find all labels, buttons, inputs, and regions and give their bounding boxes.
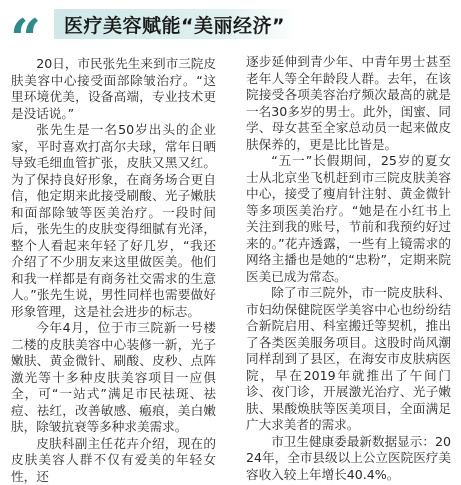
article-paragraph: 张先生是一名50岁出头的企业家，平时喜欢打高尔夫球，常年日晒导致毛细血管扩张，皮肤又黑又红。为了保持良好形象，在商务场合更自信，他定期来此接受刷酸、光子嫩肤和面部除皱等医美治疗。一段时间后，张先生的皮肤变得细腻有光泽，整个人看起来年轻了好几岁，“我还介绍了不少朋友来这里做医美。他们和我一样都是有商务社交需求的生意人。”张先生说，男性同样也需要做好形象管理，这是社会进步的标志。 xyxy=(11,122,216,320)
article-paragraph: 皮肤科副主任花卉介绍，现在的皮肤美容人群不仅有爱美的年轻女性，还 xyxy=(11,436,216,485)
headline-banner xyxy=(54,9,297,39)
article-paragraph: 除了市三院外，市一院皮肤科、市妇幼保健院医学美容中心也纷纷结合新院启用、科室搬迁等契机，推出了各类医美服务项目。这股时尚风潮同样刮到了县区，在海安市皮肤病医院，早在2019年就推出了午间门诊、夜门诊，开展激光治疗、光子嫩肤、果酸焕肤等医美项目，全面满足广大求美者的需求。 xyxy=(246,285,451,434)
article-paragraph: “五一”长假期间，25岁的夏女士从北京坐飞机赶到市三院皮肤美容中心，接受了瘦肩针注射、黄金微针等多项医美治疗。“她是在小红书上关注到我的账号，节前和我预约好过来的。”花卉透露，一些有上镜需求的网络主播也是她的“忠粉”，定期来院医美已成为常态。 xyxy=(246,153,451,285)
article-paragraph: 20日，市民张先生来到市三院皮肤美容中心接受面部除皱治疗。“这里环境优美，设备高端，专业技术更是没话说。” xyxy=(11,56,216,122)
quote-mark-ornament: “ xyxy=(10,6,48,42)
article-column-right xyxy=(246,54,451,462)
article-paragraph: 今年4月，位于市三院新一号楼二楼的皮肤美容中心装修一新，光子嫩肤、黄金微针、刷酸、皮秒、点阵激光等十多种皮肤美容项目一应俱全，可“一站式”满足市民祛斑、祛痘、祛红，改善敏感、瘢痕，美白嫩肤，除皱抗衰等多种求美需求。 xyxy=(11,320,216,436)
article-paragraph: 市卫生健康委最新数据显示：2024年，全市县级以上公立医院医疗美容收入较上年增长40.4%。 xyxy=(246,434,451,484)
article-paragraph-continued: 逐步延伸到青少年、中青年男士甚至老年人等全年龄段人群。去年，在该院接受各项美容治疗频次最高的就是一名30多岁的男士。此外，闺蜜、同学、母女甚至全家总动员一起来做皮肤保养的，更是比比皆是。 xyxy=(246,54,451,153)
article-column-left xyxy=(11,56,216,464)
article-headline: 医疗美容赋能“美丽经济” xyxy=(64,11,285,38)
headline-bar xyxy=(10,6,450,42)
